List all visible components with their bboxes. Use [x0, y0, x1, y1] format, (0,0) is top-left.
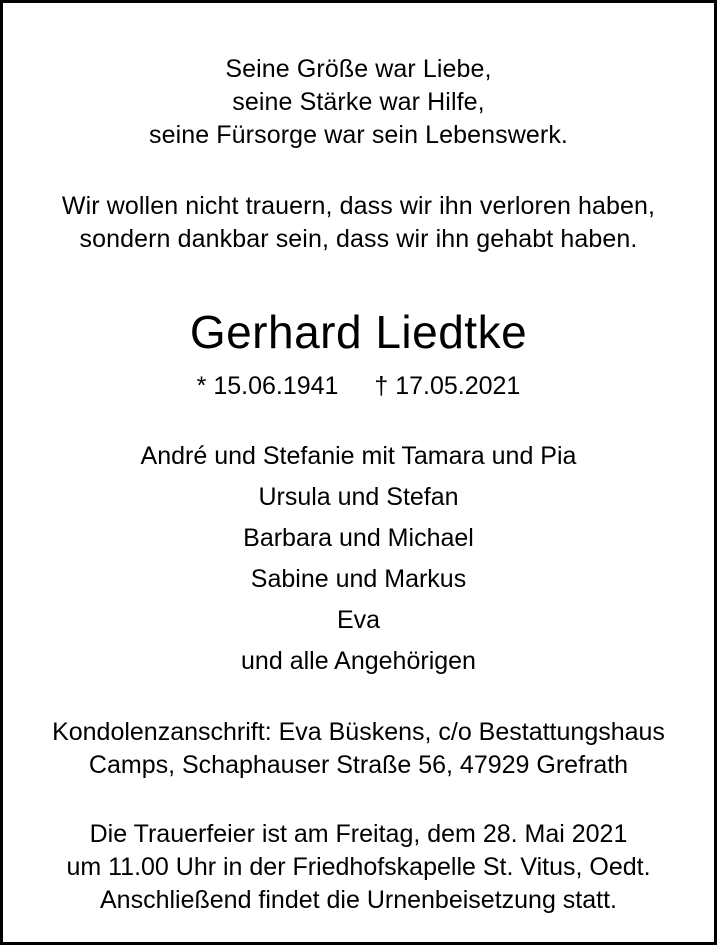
- verse-top-line: seine Fürsorge war sein Lebenswerk.: [149, 121, 568, 149]
- family-line: Barbara und Michael: [243, 524, 474, 552]
- verse-second-line: Wir wollen nicht trauern, dass wir ihn verloren haben,: [61, 192, 656, 220]
- family-line: Ursula und Stefan: [258, 483, 459, 511]
- life-dates: [25, 370, 692, 402]
- family-list: [25, 436, 692, 682]
- verse-second-line: sondern dankbar sein, dass wir ihn gehabt haben.: [79, 225, 638, 253]
- family-line: Sabine und Markus: [250, 565, 467, 593]
- verse-top: [25, 53, 692, 152]
- family-line: und alle Angehörigen: [241, 647, 476, 675]
- verse-second: [25, 190, 692, 256]
- birth-date: * 15.06.1941: [196, 372, 339, 400]
- condolence-address: [25, 716, 692, 782]
- funeral-service-line: Die Trauerfeier ist am Freitag, dem 28. Mai 2021: [89, 820, 628, 848]
- verse-top-line: seine Stärke war Hilfe,: [232, 88, 485, 116]
- death-date: † 17.05.2021: [374, 372, 521, 400]
- condolence-address-line: Kondolenzanschrift: Eva Büskens, c/o Bestattungshaus: [52, 718, 665, 746]
- family-line: André und Stefanie mit Tamara und Pia: [140, 442, 577, 470]
- deceased-name: Gerhard Liedtke: [189, 306, 528, 358]
- funeral-service-line: Anschließend findet die Urnenbeisetzung statt.: [100, 886, 617, 914]
- verse-top-line: Seine Größe war Liebe,: [225, 55, 492, 83]
- funeral-service-info: [25, 818, 692, 917]
- funeral-service-line: um 11.00 Uhr in der Friedhofskapelle St. Vitus, Oedt.: [66, 853, 651, 881]
- condolence-address-line: Camps, Schaphauser Straße 56, 47929 Grefrath: [88, 751, 629, 779]
- family-line: Eva: [336, 606, 381, 634]
